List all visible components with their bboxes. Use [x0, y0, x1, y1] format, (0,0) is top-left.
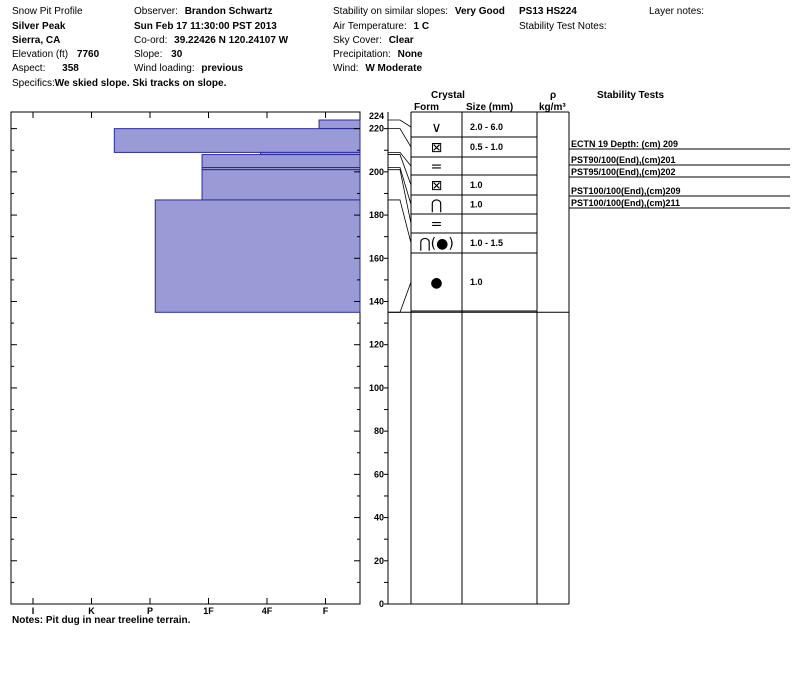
- crystal-form-symbol: ●: [430, 275, 443, 291]
- hardness-tick-label: K: [88, 606, 95, 616]
- crystal-form-symbol: ⋂(●): [419, 236, 454, 252]
- observer-value: Brandon Schwartz: [184, 6, 273, 17]
- stability-notes-label: Stability Test Notes:: [519, 21, 607, 32]
- depth-tick-label: 120: [368, 339, 384, 350]
- specifics-value: We skied slope. Ski tracks on slope.: [54, 78, 227, 89]
- stability-test-label: ECTN 19 Depth: (cm) 209: [571, 139, 679, 149]
- hardness-tick-label: P: [146, 606, 154, 616]
- crystal-form-symbol: ⋂: [430, 197, 443, 214]
- hardness-tick-label: F: [322, 606, 329, 616]
- stability-test-label: PST100/100(End),(cm)211: [571, 198, 681, 208]
- size-column-header: Size (mm): [466, 102, 514, 113]
- depth-tick-label: 200: [368, 166, 384, 177]
- stability-label: Stability on similar slopes:: [333, 6, 449, 17]
- crystal-size-label: 1.0 - 1.5: [470, 238, 504, 248]
- crystal-size-label: 0.5 - 1.0: [470, 142, 504, 152]
- layer-connector: [388, 168, 411, 205]
- air-temp-label: Air Temperature:: [333, 21, 407, 32]
- stability-value: Very Good: [454, 6, 505, 17]
- wind-loading-value: previous: [201, 63, 244, 74]
- density-symbol-header: ρ: [550, 90, 557, 101]
- depth-tick-label: 60: [373, 469, 384, 480]
- elevation-label: Elevation (ft): [12, 49, 69, 60]
- sky-label: Sky Cover:: [333, 35, 382, 46]
- wind-label: Wind:: [333, 63, 359, 74]
- crystal-rows: [388, 120, 569, 312]
- aspect-label: Aspect:: [12, 63, 46, 74]
- stability-test-rows: [569, 139, 790, 208]
- wind-value: W Moderate: [365, 63, 423, 74]
- location-name: Silver Peak: [12, 21, 66, 32]
- hardness-tick-label: I: [31, 606, 35, 616]
- depth-tick-label: 224: [368, 111, 384, 121]
- crystal-form-symbol: ⊠: [430, 178, 443, 194]
- hardness-layer: [114, 129, 360, 153]
- pit-notes: Notes: Pit dug in near treeline terrain.: [12, 615, 191, 626]
- page-title: Snow Pit Profile: [12, 6, 83, 17]
- stability-test-label: PST100/100(End),(cm)209: [571, 186, 681, 196]
- hardness-layer: [202, 170, 360, 200]
- air-temp-value: 1 C: [413, 21, 430, 32]
- depth-tick-label: 140: [368, 296, 384, 307]
- crystal-size-label: 1.0: [470, 277, 483, 287]
- layer-connector: [388, 282, 411, 312]
- profile-summary: PS13 HS224: [519, 6, 577, 17]
- slope-value: 30: [171, 49, 183, 60]
- layer-connector: [388, 170, 411, 224]
- crystal-form-symbol: =: [430, 216, 443, 233]
- depth-tick-label: 160: [368, 253, 384, 264]
- crystal-form-symbol: ∨: [431, 120, 442, 136]
- aspect-value: 358: [62, 63, 79, 74]
- observer-label: Observer:: [134, 6, 178, 17]
- crystal-form-symbol: ⊠: [430, 140, 443, 156]
- stability-tests-header: Stability Tests: [597, 90, 665, 101]
- precip-value: None: [397, 49, 423, 60]
- region-name: Sierra, CA: [12, 35, 61, 46]
- sky-value: Clear: [388, 35, 414, 46]
- layer-connector: [388, 120, 411, 127]
- elevation-value: 7760: [76, 49, 100, 60]
- hardness-tick-label: 1F: [203, 606, 214, 616]
- depth-tick-label: 0: [378, 599, 384, 609]
- specifics-label: Specifics:: [12, 78, 55, 89]
- stability-test-label: PST95/100(End),(cm)202: [571, 167, 676, 177]
- hardness-layer: [319, 120, 360, 129]
- precip-label: Precipitation:: [333, 49, 391, 60]
- hardness-tick-label: 4F: [261, 606, 273, 616]
- depth-tick-label: 40: [373, 512, 384, 523]
- depth-tick-label: 80: [373, 426, 384, 437]
- coord-value: 39.22426 N 120.24107 W: [174, 35, 289, 46]
- coord-label: Co-ord:: [134, 35, 168, 46]
- crystal-size-label: 2.0 - 6.0: [470, 122, 504, 132]
- layer-notes-label: Layer notes:: [649, 6, 705, 17]
- crystal-size-label: 1.0: [470, 180, 483, 190]
- hardness-layer: [202, 155, 360, 168]
- depth-tick-label: 220: [368, 123, 384, 134]
- hardness-layer: [155, 200, 360, 312]
- depth-tick-label: 180: [368, 210, 384, 221]
- crystal-column-header: Crystal: [431, 90, 465, 101]
- density-unit-header: kg/m³: [539, 102, 566, 113]
- depth-tick-label: 20: [373, 555, 384, 566]
- slope-label: Slope:: [134, 49, 163, 60]
- observation-datetime: Sun Feb 17 11:30:00 PST 2013: [134, 21, 277, 32]
- hardness-layers: [114, 120, 360, 312]
- wind-loading-label: Wind loading:: [134, 63, 195, 74]
- form-column-header: Form: [414, 102, 439, 113]
- crystal-size-label: 1.0: [470, 199, 483, 210]
- crystal-form-symbol: =: [430, 159, 443, 175]
- layer-connector: [388, 129, 411, 147]
- stability-test-label: PST90/100(End),(cm)201: [571, 155, 676, 165]
- depth-tick-label: 100: [368, 382, 384, 393]
